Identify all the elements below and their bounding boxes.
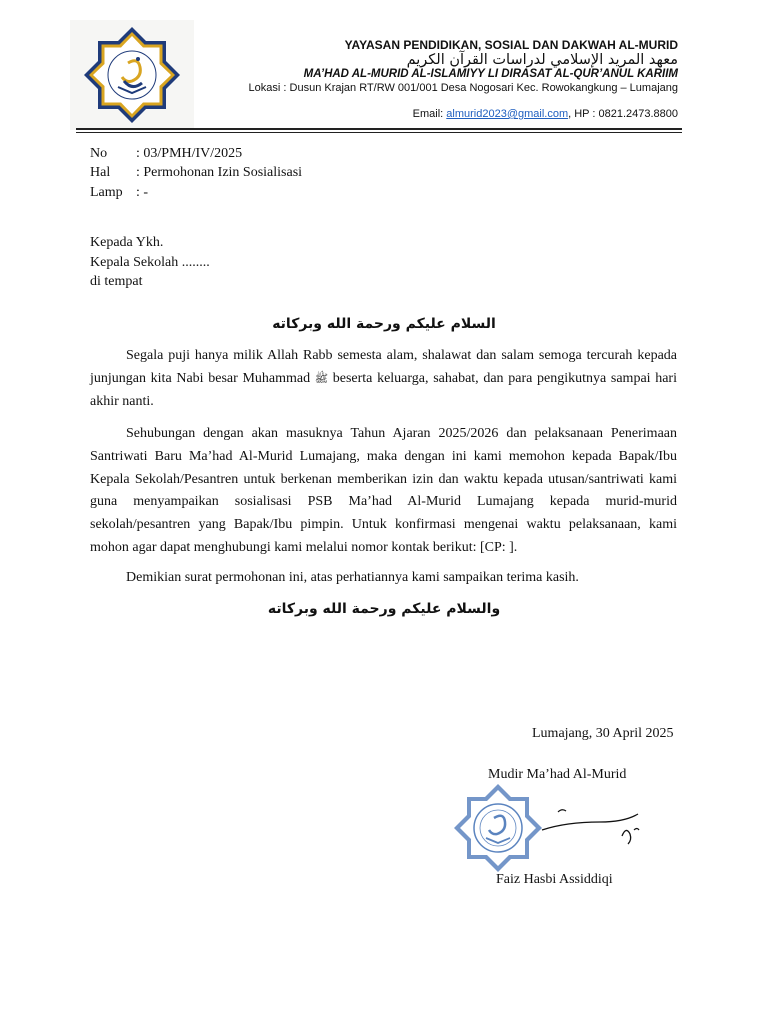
contact-line <box>413 108 678 120</box>
letter-subject-label: Hal <box>90 165 111 180</box>
body-paragraph-1-text-a: Segala puji hanya milik Allah Rabb semesta alam, shalawat dan salam semoga tercurah kepada junjungan kita Nabi besar Muhammad <box>90 348 677 386</box>
arabic-school-name: معهد المريد الإسلامي لدراسات القرآن الكريم <box>406 52 678 68</box>
letter-subject <box>90 165 302 181</box>
recipient-line-1: Kepada Ykh. <box>90 235 164 250</box>
recipient-line-2: Kepala Sekolah ........ <box>90 255 210 270</box>
header-rule-thick <box>76 128 682 130</box>
email-label: Email: <box>412 108 447 120</box>
salawat-symbol: ﷺ <box>314 371 329 385</box>
body-paragraph-3: Demikian surat permohonan ini, atas perhatiannya kami sampaikan terima kasih. <box>126 570 579 585</box>
body-paragraph-1-text-b: beserta keluarga, sahabat, dan para pengikutnya sampai hari akhir nanti. <box>90 370 677 409</box>
school-location: Lokasi : Dusun Krajan RT/RW 001/001 Desa Nogosari Kec. Rowokangkung – Lumajang <box>248 82 678 94</box>
opening-greeting: السلام عليكم ورحمة الله وبركاته <box>272 316 496 332</box>
handwritten-signature-icon <box>540 800 650 850</box>
closing-greeting: والسلام عليكم ورحمة الله وبركاته <box>267 601 501 617</box>
header-rule-thin <box>76 132 682 133</box>
signatory-name: Faiz Hasbi Assiddiqi <box>496 872 613 887</box>
letter-attachment-value: : - <box>136 185 149 200</box>
letter-attachment-label: Lamp <box>90 185 123 200</box>
school-logo-icon <box>70 20 194 130</box>
school-name: MA’HAD AL-MURID AL-ISLAMIYY LI DIRASAT AL-QUR’ANUL KARIIM <box>303 68 678 80</box>
signatory-title: Mudir Ma’had Al-Murid <box>488 767 627 782</box>
body-paragraph-2: Sehubungan dengan akan masuknya Tahun Ajaran 2025/2026 dan pelaksanaan Penerimaan Santriwati Baru Ma’had Al-Murid Lumajang, maka dengan ini kami memohon kepada Bapak/Ibu Kepala Sekolah/Pesantren untuk berkenan memberikan izin dan waktu kepada utusan/santriwati kami guna menyampaikan sosialisasi PSB Ma’had Al-Murid Lumajang kepada murid-murid sekolah/pesantren yang Bapak/Ibu pimpin. Untuk konfirmasi mengenai waktu pelaksanaan, kami mohon agar dapat menghubungi kami melalui nomor kontak berikut: [CP: ]. <box>90 426 677 555</box>
phone-number: , HP : 0821.2473.8800 <box>568 108 678 120</box>
email-link[interactable]: almurid2023@gmail.com <box>446 108 569 120</box>
foundation-name: YAYASAN PENDIDIKAN, SOSIAL DAN DAKWAH AL-MURID <box>344 38 678 52</box>
letter-number <box>90 146 242 162</box>
letter-attachment <box>90 185 148 201</box>
letter-subject-value: : Permohonan Izin Sosialisasi <box>136 165 303 180</box>
body-paragraph-1 <box>90 345 677 413</box>
letter-number-label: No <box>90 146 108 161</box>
recipient-line-3: di tempat <box>90 274 143 289</box>
letter-number-value: : 03/PMH/IV/2025 <box>136 146 243 161</box>
place-and-date: Lumajang, 30 April 2025 <box>532 726 674 741</box>
